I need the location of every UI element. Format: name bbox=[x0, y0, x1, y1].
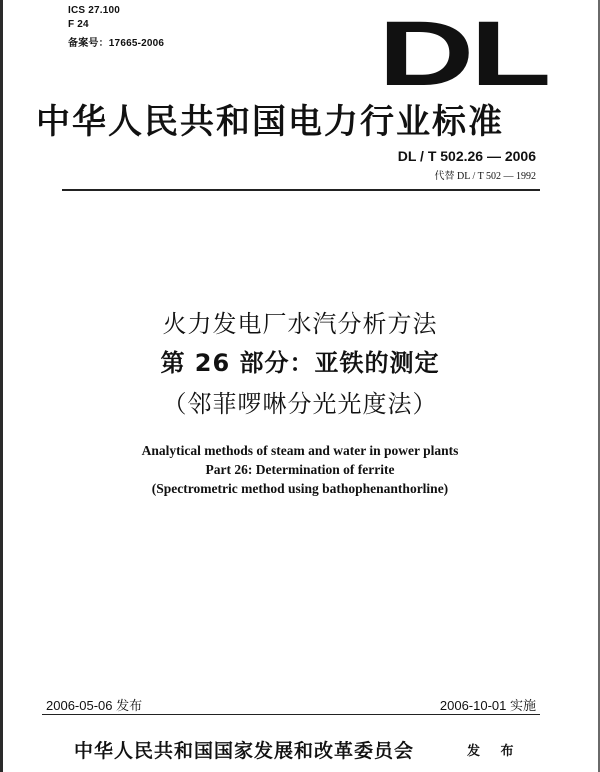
english-title-line-3: (Spectrometric method using bathophenanthorline) bbox=[151, 481, 449, 496]
replaces-standard: 代替 DL / T 502 — 1992 bbox=[434, 171, 536, 182]
chinese-title-line-1: 火力发电厂水汽分析方法 bbox=[162, 310, 438, 338]
implement-date: 2006-10-01 实施 bbox=[439, 698, 536, 713]
issue-label: 发 布 bbox=[467, 744, 522, 759]
footer-divider bbox=[42, 714, 540, 715]
publish-date: 2006-05-06 发布 bbox=[46, 698, 143, 713]
dl-logo: DL bbox=[378, 3, 548, 105]
english-title-line-1: Analytical methods of steam and water in power plants bbox=[141, 443, 459, 458]
english-title-line-2: Part 26: Determination of ferrite bbox=[205, 462, 395, 477]
category-code: F 24 bbox=[68, 19, 89, 30]
chinese-title-line-3: （邻菲啰啉分光光度法） bbox=[162, 390, 438, 418]
issuing-authority: 中华人民共和国国家发展和改革委员会 bbox=[74, 740, 415, 762]
record-number: 备案号：17665-2006 bbox=[68, 38, 165, 49]
ics-code: ICS 27.100 bbox=[68, 5, 121, 16]
chinese-title-line-2: 第 26 部分：亚铁的测定 bbox=[160, 349, 440, 377]
org-title: 中华人民共和国电力行业标准 bbox=[36, 102, 504, 142]
header-divider bbox=[62, 189, 540, 191]
standard-number: DL / T 502.26 — 2006 bbox=[397, 148, 536, 164]
